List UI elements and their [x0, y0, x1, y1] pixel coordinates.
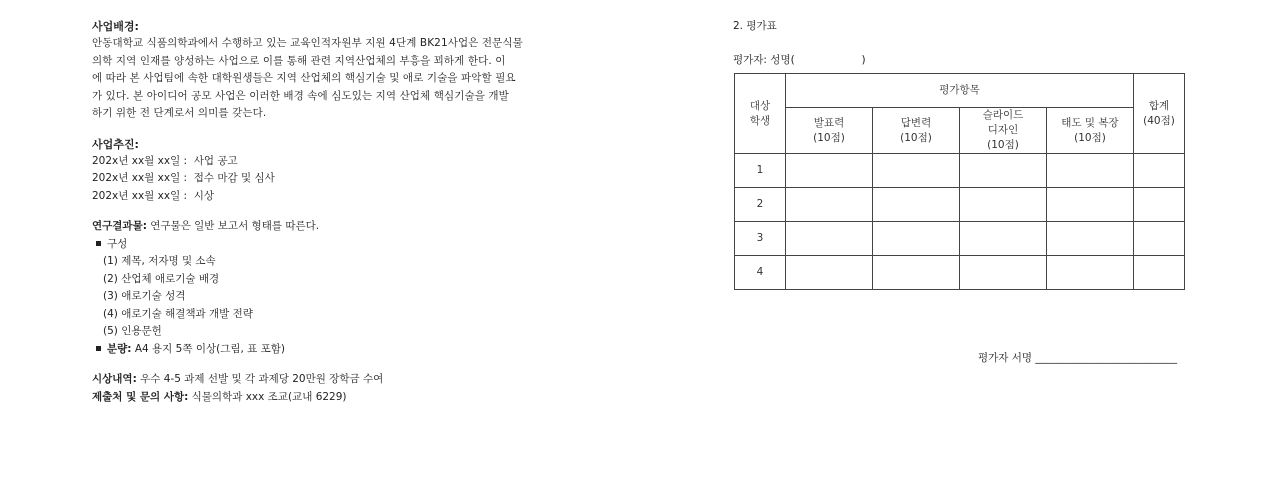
score-cell[interactable] — [1047, 256, 1134, 290]
right-page — [733, 18, 1203, 364]
score-cell[interactable] — [873, 256, 960, 290]
score-cell[interactable] — [873, 222, 960, 256]
composition-item: (3) 애로기술 성격 — [103, 290, 186, 302]
score-cell[interactable] — [960, 222, 1047, 256]
table-row — [735, 222, 1185, 256]
total-cell[interactable] — [1134, 222, 1185, 256]
score-cell[interactable] — [786, 154, 873, 188]
composition-item: (1) 제목, 저자명 및 소속 — [103, 255, 216, 267]
table-row — [735, 256, 1185, 290]
background-paragraph — [92, 35, 562, 123]
composition-item: (4) 애로기술 해결책과 개발 전략 — [103, 307, 253, 320]
contact-line — [92, 389, 562, 407]
score-cell[interactable] — [786, 188, 873, 222]
header-criterion: 발표력 (10점) — [786, 108, 873, 154]
schedule-item: 202x년 xx월 xx일 : 사업 공고 — [92, 154, 238, 167]
header-total: 합계 (40점) — [1134, 74, 1185, 154]
header-criterion: 슬라이드 디자인 (10점) — [960, 108, 1047, 154]
bullet-icon — [96, 346, 101, 351]
student-number: 2 — [735, 188, 786, 222]
eval-title: 2. 평가표 — [733, 20, 777, 32]
header-criterion: 태도 및 복장 (10점) — [1047, 108, 1134, 154]
score-cell[interactable] — [1047, 188, 1134, 222]
award-label: 시상내역: — [92, 373, 137, 385]
score-cell[interactable] — [786, 222, 873, 256]
student-number: 1 — [735, 154, 786, 188]
score-cell[interactable] — [960, 154, 1047, 188]
signature-line — [978, 350, 1177, 365]
award-text: 우수 4-5 과제 선발 및 각 과제당 20만원 장학금 수여 — [136, 373, 384, 385]
header-criterion: 답변력 (10점) — [873, 108, 960, 154]
schedule-item: 202x년 xx월 xx일 : 접수 마감 및 심사 — [92, 172, 275, 184]
score-cell[interactable] — [1047, 154, 1134, 188]
contact-label: 제출처 및 문의 사항: — [92, 390, 189, 403]
score-cell[interactable] — [873, 154, 960, 188]
header-student: 대상 학생 — [735, 74, 786, 154]
score-cell[interactable] — [1047, 222, 1134, 256]
background-line: 에 따라 본 사업팀에 속한 대학원생들은 지역 산업체의 핵심기술 및 애로 기술을 파악할 필요 — [92, 72, 516, 84]
score-cell[interactable] — [873, 188, 960, 222]
signature-label: 평가자 서명 — [978, 352, 1033, 364]
header-criteria-group: 평가항목 — [786, 74, 1134, 108]
left-page — [92, 18, 562, 406]
composition-item: (5) 인용문헌 — [103, 325, 162, 337]
results-text: 연구물은 일반 보고서 형태를 따른다. — [146, 220, 320, 232]
composition-item: (2) 산업체 애로기술 배경 — [103, 272, 220, 285]
amount-line — [92, 341, 562, 359]
total-cell[interactable] — [1134, 256, 1185, 290]
background-line: 의학 지역 인재를 양성하는 사업으로 이를 통해 관련 지역산업체의 부흥을 꾀하게 한다. 이 — [92, 54, 506, 67]
bullet-icon — [96, 241, 101, 246]
total-cell[interactable] — [1134, 154, 1185, 188]
composition-line — [92, 236, 562, 254]
background-line: 하기 위한 전 단계로서 의미를 갖는다. — [92, 107, 267, 119]
evaluation-table — [734, 73, 1185, 290]
composition-label: 구성 — [107, 237, 128, 250]
background-line: 안동대학교 식품의학과에서 수행하고 있는 교육인적자원부 지원 4단계 BK21사업은 전문식물 — [92, 37, 523, 49]
score-cell[interactable] — [960, 188, 1047, 222]
student-number: 4 — [735, 256, 786, 290]
amount-text: A4 용지 5쪽 이상(그림, 표 포함) — [131, 342, 286, 355]
score-cell[interactable] — [786, 256, 873, 290]
award-line — [92, 371, 562, 389]
evaluator-name-line: 평가자: 성명( ) — [733, 54, 866, 66]
total-cell[interactable] — [1134, 188, 1185, 222]
table-row — [735, 188, 1185, 222]
results-heading: 연구결과물: — [92, 220, 147, 232]
score-cell[interactable] — [960, 256, 1047, 290]
background-heading: 사업배경: — [92, 20, 139, 33]
signature-blank[interactable]: ___________________________ — [1035, 352, 1178, 364]
student-number: 3 — [735, 222, 786, 256]
schedule-item: 202x년 xx월 xx일 : 시상 — [92, 189, 215, 202]
results-line — [92, 218, 562, 236]
schedule-heading: 사업추진: — [92, 137, 139, 151]
background-line: 가 있다. 본 아이디어 공모 사업은 이러한 배경 속에 심도있는 지역 산업체 핵심기술을 개발 — [92, 89, 509, 102]
amount-label: 분량: — [107, 342, 132, 355]
table-row — [735, 154, 1185, 188]
contact-text: 식물의학과 xxx 조교(교내 6229) — [188, 390, 347, 403]
